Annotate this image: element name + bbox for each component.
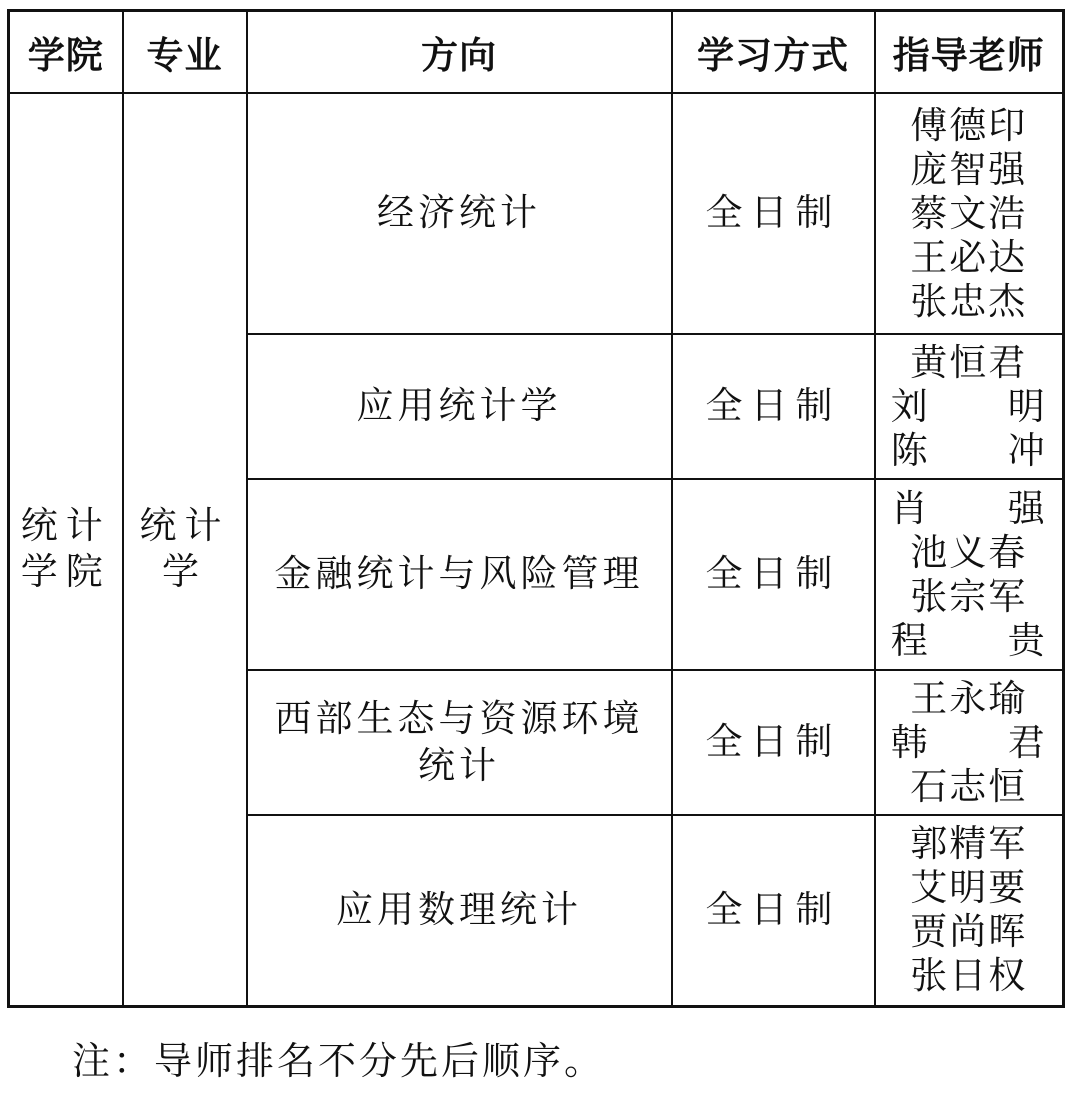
- advisors-cell: [875, 479, 1064, 670]
- advisor-name: 黄恒君: [910, 340, 1028, 384]
- header-major: 专业: [123, 11, 247, 94]
- advisor-name: 郭精军: [910, 822, 1028, 866]
- mode-text: 全日制: [705, 384, 841, 428]
- college-cell: [9, 93, 123, 1006]
- advisor-name: 程 贵: [890, 618, 1047, 662]
- mode-text: 全日制: [705, 191, 841, 235]
- college-line-2: 学院: [20, 550, 111, 594]
- major-line-2: 学: [162, 550, 207, 594]
- major-cell: [123, 93, 247, 1006]
- advisor-name: 刘 明: [890, 384, 1047, 428]
- direction-text: 应用统计学: [356, 384, 562, 428]
- advisor-name: 王永瑜: [910, 676, 1028, 720]
- advisor-name: 张忠杰: [910, 279, 1028, 323]
- mode-cell: [672, 93, 875, 334]
- mode-text: 全日制: [705, 720, 841, 764]
- advisor-name: 韩 君: [890, 720, 1047, 764]
- direction-text: 金融统计与风险管理: [274, 552, 644, 596]
- header-college: 学院: [9, 11, 123, 94]
- advisor-name: 王必达: [910, 235, 1028, 279]
- header-mode: 学习方式: [672, 11, 875, 94]
- mode-text: 全日制: [705, 888, 841, 932]
- header-row: [9, 11, 1064, 94]
- mode-text: 全日制: [705, 552, 841, 596]
- advisor-name: 石志恒: [910, 764, 1028, 808]
- direction-cell: [247, 334, 672, 479]
- mode-cell: [672, 670, 875, 815]
- advisors-cell: [875, 334, 1064, 479]
- advisor-table: [7, 9, 1065, 1008]
- direction-cell: [247, 815, 672, 1006]
- direction-cell: [247, 93, 672, 334]
- advisor-name: 艾明要: [910, 866, 1028, 910]
- advisors-cell: [875, 670, 1064, 815]
- direction-cell: [247, 670, 672, 815]
- direction-text: 经济统计: [377, 191, 541, 235]
- advisor-name: 肖 强: [890, 486, 1047, 530]
- advisor-name: 贾尚晖: [910, 910, 1028, 954]
- advisor-name: 傅德印: [910, 103, 1028, 147]
- advisor-name: 陈 冲: [890, 428, 1047, 472]
- advisors-cell: [875, 815, 1064, 1006]
- direction-text: 西部生态与资源环境统计: [274, 697, 644, 787]
- table-row: [9, 93, 1064, 334]
- advisor-name: 池义春: [910, 530, 1028, 574]
- mode-cell: [672, 479, 875, 670]
- footnote: 注：导师排名不分先后顺序。: [72, 1039, 606, 1083]
- advisor-name: 张宗军: [910, 574, 1028, 618]
- advisor-name: 蔡文浩: [910, 191, 1028, 235]
- college-line-1: 统计: [20, 504, 111, 547]
- header-advisors: 指导老师: [875, 11, 1064, 94]
- mode-cell: [672, 334, 875, 479]
- header-direction: 方向: [247, 11, 672, 94]
- major-line-1: 统计: [139, 504, 230, 547]
- advisor-name: 张日权: [910, 954, 1028, 998]
- direction-cell: [247, 479, 672, 670]
- advisor-name: 庞智强: [910, 147, 1028, 191]
- direction-text: 应用数理统计: [336, 888, 582, 932]
- mode-cell: [672, 815, 875, 1006]
- advisors-cell: [875, 93, 1064, 334]
